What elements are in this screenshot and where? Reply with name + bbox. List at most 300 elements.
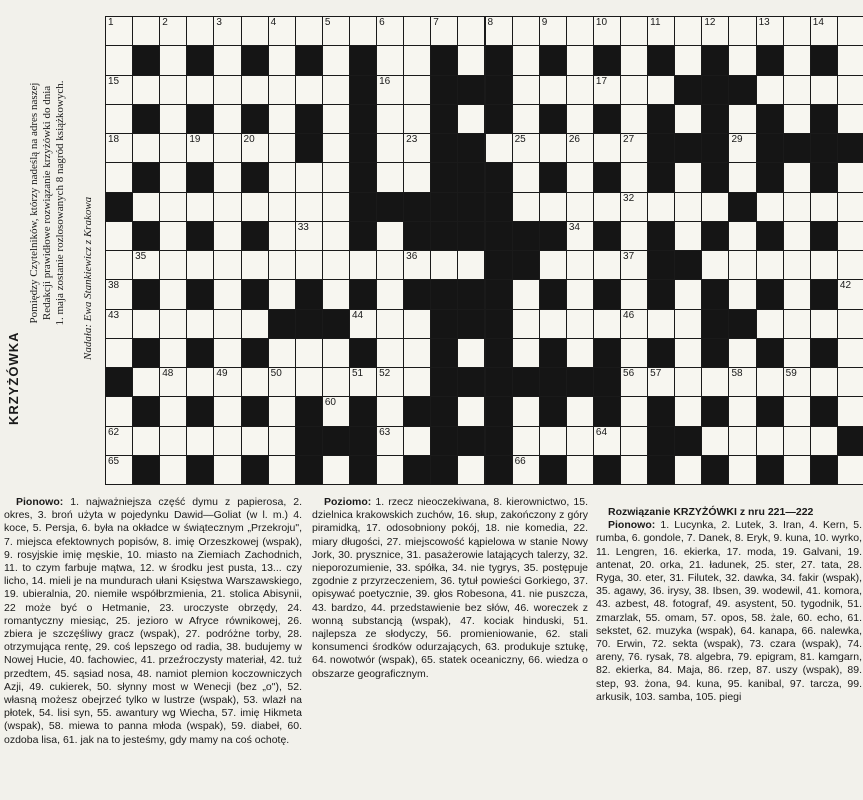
grid-cell[interactable] [728, 45, 756, 75]
grid-cell[interactable] [105, 45, 133, 75]
grid-cell[interactable] [674, 104, 702, 134]
grid-cell[interactable] [647, 309, 675, 339]
grid-cell[interactable] [512, 104, 540, 134]
grid-cell[interactable] [566, 309, 594, 339]
grid-cell[interactable] [213, 309, 241, 339]
grid-cell-black [457, 221, 485, 251]
grid-cell[interactable] [647, 16, 675, 46]
grid-cell[interactable] [756, 192, 784, 222]
grid-cell[interactable] [728, 16, 756, 46]
grid-cell[interactable] [322, 455, 350, 485]
grid-cell[interactable] [403, 367, 431, 397]
grid-cell[interactable] [241, 133, 269, 163]
grid-cell[interactable] [268, 162, 296, 192]
grid-cell[interactable] [186, 367, 214, 397]
grid-cell-black [430, 133, 458, 163]
grid-cell[interactable] [105, 279, 133, 309]
grid-cell[interactable] [295, 162, 323, 192]
grid-cell[interactable] [213, 279, 241, 309]
grid-cell[interactable] [701, 16, 729, 46]
grid-cell[interactable] [837, 455, 863, 485]
grid-cell[interactable] [674, 309, 702, 339]
grid-cell[interactable] [566, 133, 594, 163]
grid-cell[interactable] [810, 192, 838, 222]
grid-cell[interactable] [268, 221, 296, 251]
grid-cell[interactable] [241, 192, 269, 222]
grid-cell[interactable] [810, 16, 838, 46]
grid-cell[interactable] [268, 426, 296, 456]
grid-cell[interactable] [213, 162, 241, 192]
grid-cell[interactable] [728, 279, 756, 309]
grid-cell[interactable] [241, 16, 269, 46]
grid-cell[interactable] [132, 367, 160, 397]
grid-cell[interactable] [620, 133, 648, 163]
grid-cell[interactable] [159, 367, 187, 397]
grid-cell[interactable] [241, 426, 269, 456]
grid-cell[interactable] [728, 338, 756, 368]
grid-cell[interactable] [728, 162, 756, 192]
grid-cell[interactable] [159, 426, 187, 456]
grid-cell[interactable] [105, 104, 133, 134]
grid-cell[interactable] [566, 75, 594, 105]
grid-cell[interactable] [783, 309, 811, 339]
grid-cell[interactable] [783, 250, 811, 280]
grid-cell[interactable] [837, 338, 863, 368]
grid-cell-black [403, 279, 431, 309]
grid-cell[interactable] [837, 75, 863, 105]
grid-cell[interactable] [105, 338, 133, 368]
grid-cell[interactable] [322, 162, 350, 192]
grid-cell[interactable] [376, 396, 404, 426]
grid-cell[interactable] [186, 250, 214, 280]
grid-cell[interactable] [295, 250, 323, 280]
grid-cell[interactable] [728, 455, 756, 485]
grid-cell[interactable] [268, 338, 296, 368]
grid-cell[interactable] [512, 16, 540, 46]
grid-cell[interactable] [783, 16, 811, 46]
grid-cell[interactable] [322, 104, 350, 134]
grid-cell[interactable] [620, 338, 648, 368]
grid-cell[interactable] [756, 426, 784, 456]
grid-cell[interactable] [159, 192, 187, 222]
grid-cell[interactable] [213, 250, 241, 280]
grid-cell[interactable] [132, 75, 160, 105]
grid-cell[interactable] [159, 104, 187, 134]
grid-cell[interactable] [485, 16, 513, 46]
grid-cell[interactable] [728, 250, 756, 280]
grid-cell[interactable] [756, 367, 784, 397]
grid-cell[interactable] [837, 250, 863, 280]
grid-cell[interactable] [674, 367, 702, 397]
grid-cell[interactable] [512, 45, 540, 75]
grid-cell[interactable] [593, 16, 621, 46]
grid-cell[interactable] [213, 133, 241, 163]
grid-cell-black [241, 45, 269, 75]
grid-cell[interactable] [783, 338, 811, 368]
grid-cell[interactable] [593, 250, 621, 280]
grid-cell[interactable] [376, 250, 404, 280]
grid-cell[interactable] [566, 16, 594, 46]
grid-cell-black [186, 221, 214, 251]
grid-cell-black [186, 45, 214, 75]
grid-cell[interactable] [647, 75, 675, 105]
clue-number: 13 [758, 17, 770, 28]
grid-cell[interactable] [213, 221, 241, 251]
grid-cell[interactable] [539, 75, 567, 105]
grid-cell[interactable] [349, 16, 377, 46]
grid-cell[interactable] [403, 45, 431, 75]
grid-cell[interactable] [674, 279, 702, 309]
grid-cell[interactable] [268, 133, 296, 163]
grid-cell[interactable] [566, 455, 594, 485]
grid-cell[interactable] [403, 309, 431, 339]
grid-cell[interactable] [728, 367, 756, 397]
grid-cell[interactable] [105, 221, 133, 251]
grid-cell[interactable] [241, 367, 269, 397]
grid-cell[interactable] [457, 396, 485, 426]
grid-cell[interactable] [756, 75, 784, 105]
grid-cell[interactable] [620, 309, 648, 339]
grid-cell[interactable] [376, 426, 404, 456]
grid-cell[interactable] [783, 367, 811, 397]
grid-cell[interactable] [837, 367, 863, 397]
grid-cell[interactable] [376, 133, 404, 163]
grid-cell[interactable] [728, 426, 756, 456]
contest-info [28, 8, 67, 398]
grid-cell[interactable] [403, 75, 431, 105]
grid-cell[interactable] [241, 75, 269, 105]
grid-cell[interactable] [566, 221, 594, 251]
grid-cell[interactable] [756, 309, 784, 339]
grid-cell[interactable] [268, 104, 296, 134]
grid-cell[interactable] [105, 162, 133, 192]
grid-cell[interactable] [837, 192, 863, 222]
grid-cell[interactable] [837, 279, 863, 309]
grid-cell[interactable] [105, 396, 133, 426]
grid-cell[interactable] [593, 192, 621, 222]
grid-cell[interactable] [539, 133, 567, 163]
grid-cell[interactable] [322, 250, 350, 280]
grid-cell[interactable] [674, 338, 702, 368]
grid-cell[interactable] [620, 367, 648, 397]
grid-cell[interactable] [349, 309, 377, 339]
grid-cell[interactable] [837, 221, 863, 251]
grid-cell[interactable] [213, 396, 241, 426]
grid-cell[interactable] [837, 309, 863, 339]
grid-cell[interactable] [213, 104, 241, 134]
grid-cell[interactable] [322, 16, 350, 46]
grid-cell[interactable] [322, 279, 350, 309]
grid-cell[interactable] [376, 75, 404, 105]
grid-cell[interactable] [647, 367, 675, 397]
grid-cell[interactable] [376, 367, 404, 397]
grid-cell[interactable] [376, 221, 404, 251]
grid-cell[interactable] [376, 104, 404, 134]
grid-cell[interactable] [512, 279, 540, 309]
grid-cell[interactable] [376, 16, 404, 46]
grid-cell[interactable] [322, 192, 350, 222]
grid-cell[interactable] [132, 426, 160, 456]
grid-cell[interactable] [105, 250, 133, 280]
grid-cell[interactable] [295, 367, 323, 397]
grid-cell[interactable] [159, 396, 187, 426]
grid-cell[interactable] [403, 338, 431, 368]
grid-cell[interactable] [620, 45, 648, 75]
grid-cell[interactable] [674, 221, 702, 251]
grid-cell[interactable] [430, 250, 458, 280]
grid-cell[interactable] [186, 426, 214, 456]
grid-cell[interactable] [403, 426, 431, 456]
grid-cell[interactable] [620, 396, 648, 426]
grid-cell[interactable] [132, 133, 160, 163]
grid-cell[interactable] [566, 338, 594, 368]
grid-cell[interactable] [647, 192, 675, 222]
grid-cell-black [647, 104, 675, 134]
grid-cell[interactable] [593, 133, 621, 163]
grid-cell[interactable] [213, 455, 241, 485]
grid-cell[interactable] [512, 162, 540, 192]
grid-cell[interactable] [512, 75, 540, 105]
grid-cell[interactable] [159, 250, 187, 280]
grid-cell[interactable] [674, 455, 702, 485]
grid-cell[interactable] [322, 45, 350, 75]
grid-cell[interactable] [403, 104, 431, 134]
grid-cell[interactable] [674, 162, 702, 192]
grid-cell[interactable] [295, 192, 323, 222]
grid-cell[interactable] [376, 162, 404, 192]
grid-cell[interactable] [403, 162, 431, 192]
grid-cell[interactable] [701, 426, 729, 456]
grid-cell[interactable] [159, 16, 187, 46]
grid-cell[interactable] [457, 45, 485, 75]
grid-cell[interactable] [403, 16, 431, 46]
grid-cell[interactable] [783, 396, 811, 426]
grid-cell[interactable] [620, 16, 648, 46]
grid-cell[interactable] [322, 396, 350, 426]
grid-cell[interactable] [539, 192, 567, 222]
grid-cell[interactable] [376, 45, 404, 75]
grid-cell[interactable] [674, 396, 702, 426]
grid-cell[interactable] [728, 104, 756, 134]
grid-cell[interactable] [674, 192, 702, 222]
grid-cell[interactable] [837, 162, 863, 192]
grid-cell[interactable] [268, 192, 296, 222]
grid-cell[interactable] [295, 16, 323, 46]
grid-cell[interactable] [186, 75, 214, 105]
grid-cell[interactable] [295, 221, 323, 251]
grid-cell[interactable] [213, 16, 241, 46]
grid-cell[interactable] [539, 16, 567, 46]
grid-cell[interactable] [674, 16, 702, 46]
grid-cell[interactable] [159, 162, 187, 192]
grid-cell[interactable] [457, 104, 485, 134]
grid-cell[interactable] [783, 455, 811, 485]
grid-cell[interactable] [268, 45, 296, 75]
grid-cell[interactable] [322, 367, 350, 397]
grid-cell[interactable] [512, 426, 540, 456]
grid-cell[interactable] [674, 45, 702, 75]
grid-cell[interactable] [295, 338, 323, 368]
grid-cell[interactable] [783, 426, 811, 456]
grid-cell[interactable] [457, 250, 485, 280]
grid-cell[interactable] [457, 16, 485, 46]
grid-cell[interactable] [756, 16, 784, 46]
grid-cell[interactable] [322, 133, 350, 163]
grid-cell[interactable] [241, 250, 269, 280]
grid-cell[interactable] [376, 309, 404, 339]
grid-cell[interactable] [268, 367, 296, 397]
grid-cell[interactable] [268, 396, 296, 426]
grid-cell[interactable] [213, 367, 241, 397]
grid-cell[interactable] [268, 279, 296, 309]
clue-number: 6 [379, 17, 385, 28]
grid-cell[interactable] [756, 250, 784, 280]
grid-cell[interactable] [213, 338, 241, 368]
grid-cell[interactable] [566, 426, 594, 456]
grid-cell[interactable] [783, 75, 811, 105]
grid-cell[interactable] [241, 309, 269, 339]
grid-cell-black [701, 396, 729, 426]
grid-cell[interactable] [457, 455, 485, 485]
grid-cell[interactable] [159, 455, 187, 485]
grid-cell[interactable] [620, 104, 648, 134]
grid-cell[interactable] [213, 45, 241, 75]
grid-cell[interactable] [728, 221, 756, 251]
grid-cell[interactable] [837, 104, 863, 134]
grid-cell[interactable] [566, 279, 594, 309]
grid-cell[interactable] [620, 162, 648, 192]
grid-cell[interactable] [485, 133, 513, 163]
grid-cell[interactable] [268, 75, 296, 105]
grid-cell[interactable] [159, 221, 187, 251]
grid-cell[interactable] [620, 192, 648, 222]
grid-cell[interactable] [566, 45, 594, 75]
grid-cell[interactable] [512, 338, 540, 368]
grid-cell[interactable] [213, 75, 241, 105]
grid-cell-black [756, 162, 784, 192]
grid-cell-black [539, 162, 567, 192]
grid-cell[interactable] [620, 75, 648, 105]
grid-cell[interactable] [566, 162, 594, 192]
grid-cell[interactable] [512, 133, 540, 163]
grid-cell[interactable] [539, 309, 567, 339]
grid-cell[interactable] [186, 192, 214, 222]
grid-cell[interactable] [105, 309, 133, 339]
grid-cell[interactable] [403, 133, 431, 163]
grid-cell[interactable] [837, 16, 863, 46]
grid-cell[interactable] [132, 16, 160, 46]
grid-cell[interactable] [810, 367, 838, 397]
grid-cell[interactable] [159, 279, 187, 309]
grid-cell[interactable] [810, 250, 838, 280]
grid-cell[interactable] [728, 396, 756, 426]
grid-cell[interactable] [620, 455, 648, 485]
grid-cell-black [647, 338, 675, 368]
grid-cell[interactable] [268, 250, 296, 280]
grid-cell[interactable] [268, 16, 296, 46]
grid-cell[interactable] [566, 250, 594, 280]
grid-cell[interactable] [213, 426, 241, 456]
grid-cell[interactable] [105, 75, 133, 105]
grid-cell[interactable] [837, 396, 863, 426]
grid-cell[interactable] [701, 367, 729, 397]
grid-cell[interactable] [701, 250, 729, 280]
grid-cell-black [132, 279, 160, 309]
grid-cell[interactable] [512, 455, 540, 485]
grid-cell[interactable] [837, 45, 863, 75]
grid-cell[interactable] [539, 250, 567, 280]
grid-cell[interactable] [322, 338, 350, 368]
grid-cell[interactable] [349, 367, 377, 397]
grid-cell[interactable] [783, 279, 811, 309]
grid-cell[interactable] [810, 426, 838, 456]
grid-cell[interactable] [593, 309, 621, 339]
grid-cell[interactable] [810, 75, 838, 105]
grid-cell[interactable] [566, 396, 594, 426]
grid-cell[interactable] [186, 133, 214, 163]
grid-cell[interactable] [213, 192, 241, 222]
grid-cell[interactable] [105, 426, 133, 456]
grid-cell[interactable] [701, 192, 729, 222]
grid-cell[interactable] [593, 75, 621, 105]
grid-cell[interactable] [159, 75, 187, 105]
grid-cell[interactable] [159, 45, 187, 75]
grid-cell[interactable] [268, 455, 296, 485]
grid-cell[interactable] [783, 221, 811, 251]
grid-cell[interactable] [620, 426, 648, 456]
grid-cell[interactable] [566, 192, 594, 222]
grid-cell[interactable] [539, 426, 567, 456]
grid-cell[interactable] [322, 75, 350, 105]
grid-cell[interactable] [186, 16, 214, 46]
grid-cell[interactable] [403, 250, 431, 280]
grid-cell[interactable] [512, 309, 540, 339]
grid-cell[interactable] [322, 221, 350, 251]
grid-cell[interactable] [566, 104, 594, 134]
grid-cell[interactable] [376, 338, 404, 368]
grid-cell[interactable] [159, 338, 187, 368]
grid-cell[interactable] [783, 162, 811, 192]
grid-cell[interactable] [132, 309, 160, 339]
grid-cell[interactable] [105, 133, 133, 163]
grid-cell[interactable] [186, 309, 214, 339]
grid-cell[interactable] [783, 104, 811, 134]
grid-cell[interactable] [593, 426, 621, 456]
grid-cell[interactable] [159, 309, 187, 339]
grid-cell[interactable] [105, 455, 133, 485]
grid-cell[interactable] [728, 133, 756, 163]
grid-cell[interactable] [620, 250, 648, 280]
grid-cell[interactable] [430, 16, 458, 46]
grid-cell[interactable] [132, 250, 160, 280]
grid-cell[interactable] [376, 279, 404, 309]
grid-cell[interactable] [783, 192, 811, 222]
grid-cell[interactable] [457, 338, 485, 368]
grid-cell[interactable] [512, 396, 540, 426]
grid-cell[interactable] [159, 133, 187, 163]
grid-cell[interactable] [376, 455, 404, 485]
grid-cell[interactable] [512, 192, 540, 222]
grid-cell[interactable] [783, 45, 811, 75]
grid-cell[interactable] [620, 221, 648, 251]
grid-cell[interactable] [620, 279, 648, 309]
grid-cell[interactable] [132, 192, 160, 222]
grid-cell[interactable] [349, 250, 377, 280]
author-credit: Nadała: Ewa Stankiewicz z Krakowa [82, 196, 94, 360]
grid-cell[interactable] [105, 16, 133, 46]
grid-cell[interactable] [810, 309, 838, 339]
grid-cell[interactable] [295, 75, 323, 105]
